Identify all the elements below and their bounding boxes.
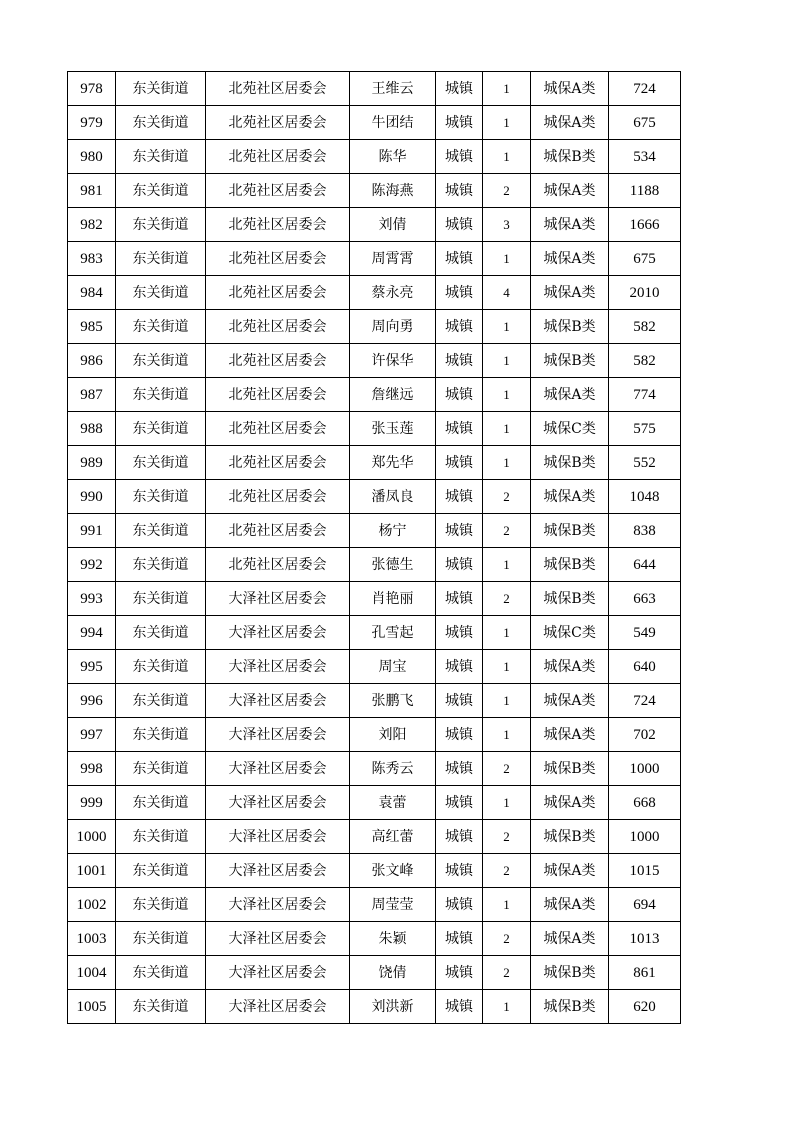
person-name-cell: 张玉莲	[350, 412, 436, 446]
table-row	[68, 480, 681, 514]
street-cell: 东关街道	[116, 548, 206, 582]
community-cell: 大泽社区居委会	[206, 820, 350, 854]
area-type-cell: 城镇	[436, 480, 483, 514]
amount-cell: 724	[609, 684, 681, 718]
table-row	[68, 548, 681, 582]
street-cell: 东关街道	[116, 412, 206, 446]
community-cell: 北苑社区居委会	[206, 140, 350, 174]
area-type-cell: 城镇	[436, 310, 483, 344]
area-type-cell: 城镇	[436, 922, 483, 956]
person-name-cell: 孔雪起	[350, 616, 436, 650]
table-row	[68, 514, 681, 548]
area-type-cell: 城镇	[436, 854, 483, 888]
area-type-cell: 城镇	[436, 888, 483, 922]
amount-cell: 1000	[609, 820, 681, 854]
row-number-cell: 1005	[68, 990, 116, 1024]
community-cell: 大泽社区居委会	[206, 752, 350, 786]
street-cell: 东关街道	[116, 820, 206, 854]
person-name-cell: 周莹莹	[350, 888, 436, 922]
community-cell: 大泽社区居委会	[206, 616, 350, 650]
row-number-cell: 992	[68, 548, 116, 582]
category-cell: 城保B类	[531, 582, 609, 616]
household-count-cell: 1	[483, 412, 531, 446]
area-type-cell: 城镇	[436, 72, 483, 106]
community-cell: 北苑社区居委会	[206, 208, 350, 242]
amount-cell: 644	[609, 548, 681, 582]
amount-cell: 1000	[609, 752, 681, 786]
amount-cell: 1048	[609, 480, 681, 514]
household-count-cell: 1	[483, 548, 531, 582]
row-number-cell: 987	[68, 378, 116, 412]
street-cell: 东关街道	[116, 718, 206, 752]
amount-cell: 702	[609, 718, 681, 752]
community-cell: 北苑社区居委会	[206, 310, 350, 344]
table-row	[68, 922, 681, 956]
household-count-cell: 1	[483, 344, 531, 378]
area-type-cell: 城镇	[436, 514, 483, 548]
person-name-cell: 牛团结	[350, 106, 436, 140]
amount-cell: 838	[609, 514, 681, 548]
street-cell: 东关街道	[116, 752, 206, 786]
table-body	[68, 72, 681, 1024]
row-number-cell: 989	[68, 446, 116, 480]
area-type-cell: 城镇	[436, 174, 483, 208]
community-cell: 北苑社区居委会	[206, 72, 350, 106]
community-cell: 大泽社区居委会	[206, 956, 350, 990]
row-number-cell: 999	[68, 786, 116, 820]
row-number-cell: 979	[68, 106, 116, 140]
community-cell: 大泽社区居委会	[206, 888, 350, 922]
area-type-cell: 城镇	[436, 616, 483, 650]
amount-cell: 1666	[609, 208, 681, 242]
person-name-cell: 高红蕾	[350, 820, 436, 854]
table-row	[68, 956, 681, 990]
row-number-cell: 996	[68, 684, 116, 718]
table-row	[68, 718, 681, 752]
area-type-cell: 城镇	[436, 718, 483, 752]
amount-cell: 1013	[609, 922, 681, 956]
row-number-cell: 984	[68, 276, 116, 310]
category-cell: 城保B类	[531, 140, 609, 174]
area-type-cell: 城镇	[436, 106, 483, 140]
table-row	[68, 446, 681, 480]
street-cell: 东关街道	[116, 208, 206, 242]
amount-cell: 640	[609, 650, 681, 684]
category-cell: 城保B类	[531, 514, 609, 548]
amount-cell: 582	[609, 344, 681, 378]
area-type-cell: 城镇	[436, 242, 483, 276]
row-number-cell: 1002	[68, 888, 116, 922]
street-cell: 东关街道	[116, 344, 206, 378]
category-cell: 城保A类	[531, 718, 609, 752]
street-cell: 东关街道	[116, 922, 206, 956]
amount-cell: 575	[609, 412, 681, 446]
row-number-cell: 997	[68, 718, 116, 752]
area-type-cell: 城镇	[436, 276, 483, 310]
street-cell: 东关街道	[116, 854, 206, 888]
area-type-cell: 城镇	[436, 684, 483, 718]
street-cell: 东关街道	[116, 446, 206, 480]
beneficiary-table	[67, 71, 681, 1024]
household-count-cell: 1	[483, 106, 531, 140]
amount-cell: 534	[609, 140, 681, 174]
row-number-cell: 990	[68, 480, 116, 514]
street-cell: 东关街道	[116, 480, 206, 514]
category-cell: 城保A类	[531, 854, 609, 888]
community-cell: 北苑社区居委会	[206, 344, 350, 378]
community-cell: 北苑社区居委会	[206, 548, 350, 582]
household-count-cell: 1	[483, 786, 531, 820]
person-name-cell: 陈海燕	[350, 174, 436, 208]
area-type-cell: 城镇	[436, 752, 483, 786]
household-count-cell: 1	[483, 684, 531, 718]
street-cell: 东关街道	[116, 650, 206, 684]
household-count-cell: 2	[483, 752, 531, 786]
row-number-cell: 1000	[68, 820, 116, 854]
table-row	[68, 72, 681, 106]
category-cell: 城保B类	[531, 820, 609, 854]
category-cell: 城保A类	[531, 72, 609, 106]
household-count-cell: 1	[483, 446, 531, 480]
amount-cell: 549	[609, 616, 681, 650]
amount-cell: 774	[609, 378, 681, 412]
household-count-cell: 2	[483, 956, 531, 990]
person-name-cell: 周宝	[350, 650, 436, 684]
category-cell: 城保B类	[531, 344, 609, 378]
community-cell: 北苑社区居委会	[206, 242, 350, 276]
row-number-cell: 994	[68, 616, 116, 650]
street-cell: 东关街道	[116, 276, 206, 310]
household-count-cell: 2	[483, 174, 531, 208]
category-cell: 城保A类	[531, 480, 609, 514]
category-cell: 城保B类	[531, 752, 609, 786]
household-count-cell: 2	[483, 514, 531, 548]
person-name-cell: 周霄霄	[350, 242, 436, 276]
row-number-cell: 985	[68, 310, 116, 344]
community-cell: 大泽社区居委会	[206, 684, 350, 718]
amount-cell: 724	[609, 72, 681, 106]
household-count-cell: 1	[483, 242, 531, 276]
person-name-cell: 许保华	[350, 344, 436, 378]
amount-cell: 861	[609, 956, 681, 990]
table-row	[68, 888, 681, 922]
table-row	[68, 378, 681, 412]
table-row	[68, 650, 681, 684]
household-count-cell: 1	[483, 310, 531, 344]
table-row	[68, 684, 681, 718]
household-count-cell: 1	[483, 990, 531, 1024]
household-count-cell: 1	[483, 718, 531, 752]
amount-cell: 675	[609, 106, 681, 140]
community-cell: 北苑社区居委会	[206, 480, 350, 514]
community-cell: 北苑社区居委会	[206, 446, 350, 480]
street-cell: 东关街道	[116, 242, 206, 276]
amount-cell: 620	[609, 990, 681, 1024]
person-name-cell: 饶倩	[350, 956, 436, 990]
table-row	[68, 106, 681, 140]
area-type-cell: 城镇	[436, 446, 483, 480]
street-cell: 东关街道	[116, 990, 206, 1024]
area-type-cell: 城镇	[436, 208, 483, 242]
street-cell: 东关街道	[116, 106, 206, 140]
person-name-cell: 蔡永亮	[350, 276, 436, 310]
person-name-cell: 詹继远	[350, 378, 436, 412]
amount-cell: 552	[609, 446, 681, 480]
street-cell: 东关街道	[116, 582, 206, 616]
household-count-cell: 2	[483, 820, 531, 854]
area-type-cell: 城镇	[436, 786, 483, 820]
row-number-cell: 986	[68, 344, 116, 378]
area-type-cell: 城镇	[436, 820, 483, 854]
row-number-cell: 983	[68, 242, 116, 276]
category-cell: 城保B类	[531, 548, 609, 582]
amount-cell: 663	[609, 582, 681, 616]
community-cell: 大泽社区居委会	[206, 786, 350, 820]
row-number-cell: 981	[68, 174, 116, 208]
community-cell: 大泽社区居委会	[206, 582, 350, 616]
community-cell: 北苑社区居委会	[206, 106, 350, 140]
household-count-cell: 1	[483, 72, 531, 106]
amount-cell: 694	[609, 888, 681, 922]
household-count-cell: 3	[483, 208, 531, 242]
amount-cell: 1188	[609, 174, 681, 208]
category-cell: 城保A类	[531, 208, 609, 242]
street-cell: 东关街道	[116, 310, 206, 344]
household-count-cell: 1	[483, 140, 531, 174]
person-name-cell: 郑先华	[350, 446, 436, 480]
street-cell: 东关街道	[116, 140, 206, 174]
table-row	[68, 752, 681, 786]
community-cell: 大泽社区居委会	[206, 854, 350, 888]
table-row	[68, 276, 681, 310]
category-cell: 城保B类	[531, 956, 609, 990]
area-type-cell: 城镇	[436, 650, 483, 684]
row-number-cell: 1003	[68, 922, 116, 956]
row-number-cell: 995	[68, 650, 116, 684]
amount-cell: 582	[609, 310, 681, 344]
household-count-cell: 1	[483, 616, 531, 650]
household-count-cell: 1	[483, 378, 531, 412]
area-type-cell: 城镇	[436, 990, 483, 1024]
area-type-cell: 城镇	[436, 548, 483, 582]
amount-cell: 1015	[609, 854, 681, 888]
person-name-cell: 张鹏飞	[350, 684, 436, 718]
street-cell: 东关街道	[116, 616, 206, 650]
area-type-cell: 城镇	[436, 582, 483, 616]
amount-cell: 668	[609, 786, 681, 820]
category-cell: 城保A类	[531, 684, 609, 718]
table-row	[68, 616, 681, 650]
person-name-cell: 周向勇	[350, 310, 436, 344]
community-cell: 北苑社区居委会	[206, 276, 350, 310]
street-cell: 东关街道	[116, 956, 206, 990]
person-name-cell: 潘凤良	[350, 480, 436, 514]
household-count-cell: 1	[483, 650, 531, 684]
category-cell: 城保A类	[531, 242, 609, 276]
area-type-cell: 城镇	[436, 956, 483, 990]
area-type-cell: 城镇	[436, 344, 483, 378]
table-row	[68, 344, 681, 378]
row-number-cell: 980	[68, 140, 116, 174]
table-row	[68, 854, 681, 888]
row-number-cell: 998	[68, 752, 116, 786]
table-row	[68, 786, 681, 820]
person-name-cell: 张文峰	[350, 854, 436, 888]
street-cell: 东关街道	[116, 378, 206, 412]
table-row	[68, 412, 681, 446]
category-cell: 城保A类	[531, 174, 609, 208]
category-cell: 城保B类	[531, 310, 609, 344]
table-row	[68, 208, 681, 242]
street-cell: 东关街道	[116, 786, 206, 820]
category-cell: 城保C类	[531, 412, 609, 446]
row-number-cell: 1004	[68, 956, 116, 990]
table-row	[68, 242, 681, 276]
table-row	[68, 140, 681, 174]
area-type-cell: 城镇	[436, 378, 483, 412]
row-number-cell: 988	[68, 412, 116, 446]
community-cell: 北苑社区居委会	[206, 412, 350, 446]
person-name-cell: 朱颖	[350, 922, 436, 956]
community-cell: 北苑社区居委会	[206, 514, 350, 548]
street-cell: 东关街道	[116, 684, 206, 718]
community-cell: 北苑社区居委会	[206, 378, 350, 412]
category-cell: 城保B类	[531, 446, 609, 480]
row-number-cell: 993	[68, 582, 116, 616]
person-name-cell: 刘倩	[350, 208, 436, 242]
category-cell: 城保C类	[531, 616, 609, 650]
table-row	[68, 310, 681, 344]
category-cell: 城保B类	[531, 990, 609, 1024]
household-count-cell: 2	[483, 480, 531, 514]
household-count-cell: 1	[483, 888, 531, 922]
person-name-cell: 袁蕾	[350, 786, 436, 820]
category-cell: 城保A类	[531, 378, 609, 412]
community-cell: 大泽社区居委会	[206, 650, 350, 684]
person-name-cell: 杨宁	[350, 514, 436, 548]
person-name-cell: 肖艳丽	[350, 582, 436, 616]
row-number-cell: 982	[68, 208, 116, 242]
community-cell: 大泽社区居委会	[206, 990, 350, 1024]
category-cell: 城保A类	[531, 888, 609, 922]
row-number-cell: 1001	[68, 854, 116, 888]
person-name-cell: 陈华	[350, 140, 436, 174]
street-cell: 东关街道	[116, 514, 206, 548]
person-name-cell: 张德生	[350, 548, 436, 582]
street-cell: 东关街道	[116, 72, 206, 106]
amount-cell: 675	[609, 242, 681, 276]
row-number-cell: 978	[68, 72, 116, 106]
category-cell: 城保A类	[531, 276, 609, 310]
category-cell: 城保A类	[531, 650, 609, 684]
table-row	[68, 582, 681, 616]
street-cell: 东关街道	[116, 888, 206, 922]
person-name-cell: 王维云	[350, 72, 436, 106]
table-row	[68, 990, 681, 1024]
row-number-cell: 991	[68, 514, 116, 548]
table-row	[68, 820, 681, 854]
area-type-cell: 城镇	[436, 140, 483, 174]
household-count-cell: 2	[483, 922, 531, 956]
person-name-cell: 刘洪新	[350, 990, 436, 1024]
community-cell: 大泽社区居委会	[206, 922, 350, 956]
household-count-cell: 2	[483, 854, 531, 888]
amount-cell: 2010	[609, 276, 681, 310]
household-count-cell: 2	[483, 582, 531, 616]
category-cell: 城保A类	[531, 106, 609, 140]
household-count-cell: 4	[483, 276, 531, 310]
community-cell: 大泽社区居委会	[206, 718, 350, 752]
category-cell: 城保A类	[531, 786, 609, 820]
table-row	[68, 174, 681, 208]
person-name-cell: 陈秀云	[350, 752, 436, 786]
area-type-cell: 城镇	[436, 412, 483, 446]
street-cell: 东关街道	[116, 174, 206, 208]
person-name-cell: 刘阳	[350, 718, 436, 752]
category-cell: 城保A类	[531, 922, 609, 956]
community-cell: 北苑社区居委会	[206, 174, 350, 208]
